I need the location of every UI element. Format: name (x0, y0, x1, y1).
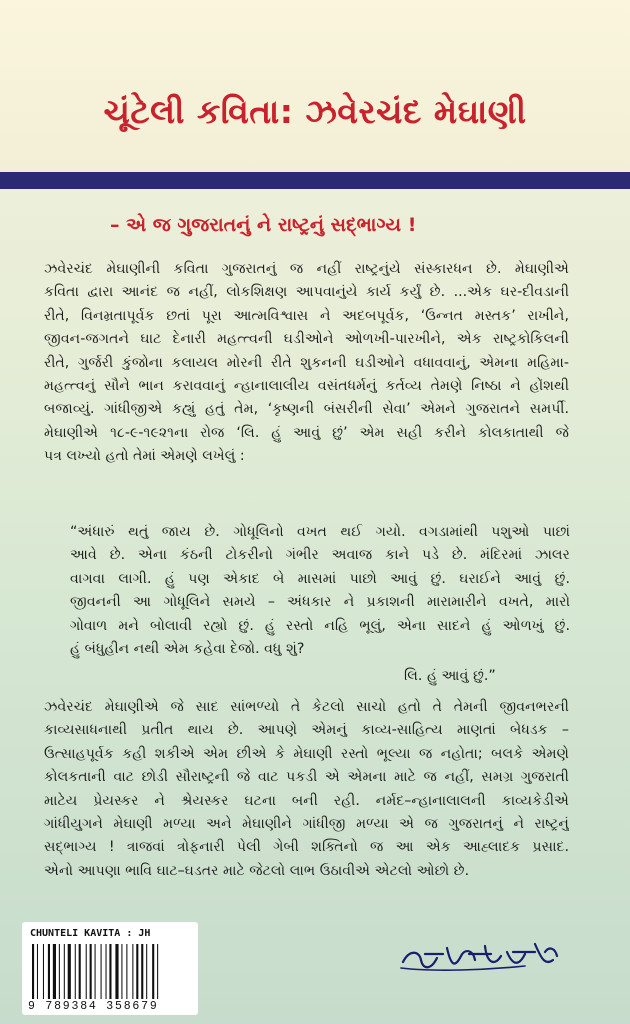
text-line: વાગવા લાગી. હું પણ એકાદ બે માસમાં પાછો આવું છું. ઘરાઈને આવું છું. (70, 570, 570, 587)
letter-quote (70, 521, 570, 661)
text-line: ગોવાળ મને બોલાવી રહ્યો છું. હું રસ્તો નહિ ભૂલું, એના સાદને હું ઓળખું છું. (70, 617, 570, 634)
text-line: મેઘાણીએ ૧૮-૯-૧૯૨૧ના રોજ ‘લિ. હું આવું છું’ એમ સહી કરીને કોલકાતાથી જે (44, 424, 569, 441)
text-line: જીવનની આ ગોધૂલિને સમયે – અંધકાર ને પ્રકાશની મારામારીને વખતે, મારો (70, 594, 570, 611)
barcode-label: CHUNTELI KAVITA : JH (30, 928, 151, 939)
text-line: જીવન-જગતને ઘાટ દેનારી મહત્ત્વની ઘડીઓને ઓળખી-પારખીને, એક રાષ્ટ્રકોકિલની (44, 331, 569, 348)
text-line: ઝવેરચંદ મેઘાણીની કવિતા ગુજરાતનું જ નહીં રાષ્ટ્રનુંયે સંસ્કારધન છે. મેઘાણીએ (44, 261, 569, 277)
text-line: કવિતા દ્વારા આનંદ જ નહીં, લોકશિક્ષણ આપવાનુંયે કાર્ય કર્યું છે. ...એક ઘર-દીવડાની (44, 284, 569, 301)
text-line: રીતે, વિનમ્રતાપૂર્વક છતાં પૂરા આત્મવિશ્વાસ ને અદબપૂર્વક, ‘ઉન્નત મસ્તક’ રાખીને, (44, 307, 569, 324)
tagline: – એ જ ગુજરાતનું ને રાષ્ટ્રનું સદ્ભાગ્ય ! (110, 214, 417, 236)
barcode-icon (30, 944, 190, 999)
text-line: સદ્ભાગ્ય ! ત્રાજવાં ત્રોફનારી પેલી ગેબી શક્તિનો જ આ એક આહ્લાદક પ્રસાદ. (44, 839, 569, 856)
text-line: માટેય પ્રેયસ્કર ને શ્રેયસ્કર ઘટના બની રહી. નર્મદ–ન્હાનાલાલની કાવ્યકેડીએ (44, 792, 569, 809)
text-line: હું બંધુહીન નથી એમ કહેવા દેજો. વધુ શું? (70, 641, 305, 658)
intro-paragraph (44, 258, 569, 469)
text-line: કાવ્યસાધનાથી પ્રતીત થાય છે. આપણે એમનું કાવ્ય-સાહિત્ય માણતાં બેધડક – (44, 722, 569, 739)
text-line: ઝવેરચંદ મેઘાણીએ જે સાદ સાંભળ્યો તે કેટલો સાચો હતો તે તેમની જીવનભરની (44, 699, 569, 715)
quote-signoff: લિ. હું આવું છું.” (404, 668, 496, 684)
text-line: “અંધારું થતું જાય છે. ગોધૂલિનો વખત થઈ ગયો. વગડામાંથી પશુઓ પાછાં (70, 524, 570, 540)
text-line: મહત્ત્વનું સૌને ભાન કરાવવાનું ન્હાનાલાલીય વસંતધર્મનું કર્તવ્ય તેમણે નિષ્ઠા ને હોંશથી (44, 378, 569, 395)
book-title: ચૂંટેલી કવિતા: ઝવેરચંદ મેઘાણી (103, 92, 527, 131)
text-line: પત્ર લખ્યો હતો તેમાં એમણે લખેલું : (44, 448, 245, 465)
text-line: ઉત્સાહપૂર્વક કહી શકીએ એમ છીએ કે મેઘાણી રસ્તો ભૂલ્યા જ નહોતા; બલકે એમણે (44, 745, 569, 762)
barcode-sticker (22, 922, 198, 1015)
text-line: આવે છે. એના કંઠની ટોકરીનો ગંભીર અવાજ કાને પડે છે. મંદિરમાં ઝાલર (70, 547, 570, 564)
author-signature-icon (395, 936, 563, 976)
text-line: એનો આપણા ભાવિ ઘાટ–ઘડતર માટે જેટલો લાભ ઉઠાવીએ એટલો ઓછો છે. (44, 862, 470, 879)
text-line: ગાંધીયુગને મેઘાણી મળ્યા અને મેઘાણીને ગાંધીજી મળ્યા એ જ ગુજરાતનું ને રાષ્ટ્રનું (44, 816, 569, 833)
header-divider-bar (0, 172, 630, 189)
text-line: રીતે, ગુર્જરી કુંજોના કલાયલ મોરની રીતે શુકનની ઘડીઓને વધાવવાનું, એમના મહિમા- (44, 354, 569, 371)
text-line: કોલકતાની વાટ છોડી સૌરાષ્ટ્રની જે વાટ પકડી એ એમના માટે જ નહીં, સમગ્ર ગુજરાતી (44, 769, 569, 786)
text-line: બજાવ્યું. ગાંધીજીએ કહ્યું હતું તેમ, ‘કૃષ્ણની બંસરીની સેવા’ એમને ગુજરાતને સમર્પી. (44, 401, 569, 418)
cover-header-panel (0, 0, 630, 172)
isbn-number: 9 789384 358679 (28, 1000, 159, 1013)
closing-paragraph (44, 696, 569, 883)
